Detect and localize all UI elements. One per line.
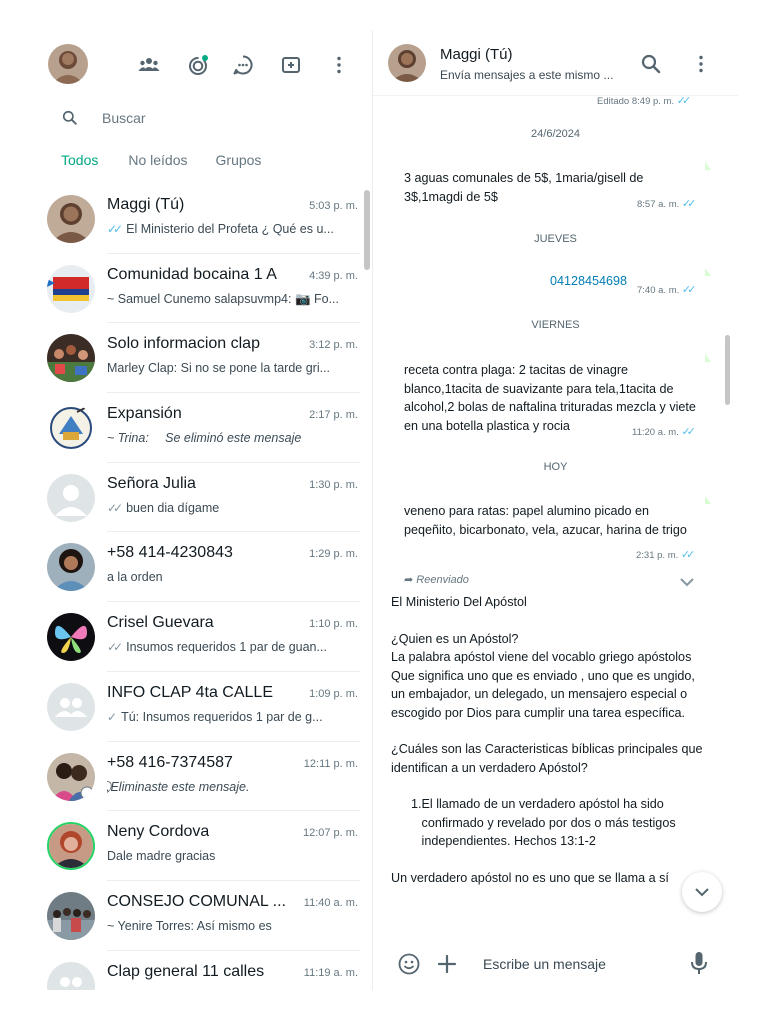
filter-groups[interactable]: Grupos (215, 152, 262, 168)
chat-name: Neny Cordova (107, 823, 210, 841)
forwarded-paragraph: La palabra apóstol viene del vocablo griego apóstolos Que significa uno que es enviado , uno que es ungido, un embajador, un delegado, un mensajero especial o escogido por Dios para cumplir una tarea específica. (391, 650, 695, 720)
chat-name: +58 416-7374587 (107, 753, 233, 771)
contact-name: Maggi (Tú) (440, 46, 513, 63)
emoji-icon[interactable] (397, 952, 421, 976)
message-text: receta contra plaga: 2 tacitas de vinagre blanco,1tacita de suavizante para tela,1tacita de alcohol,2 bolas de naftalina trituradas mezcla y viete en una botella plastica y rocia (404, 363, 696, 433)
chat-name: +58 414-4230843 (107, 544, 233, 562)
chat-preview: Marley Clap: Si no se pone la tarde gri... (107, 361, 331, 376)
chat-time: 3:12 p. m. (309, 339, 358, 352)
message-meta: 8:57 a. m. ✓✓ (637, 198, 693, 210)
chat-item-clap-general-11-calles[interactable] (30, 951, 372, 990)
contact-subtitle: Envía mensajes a este mismo ... (440, 68, 614, 82)
avatar (47, 753, 95, 801)
date-separator: JUEVES (534, 233, 577, 245)
chat-item-info-clap-4ta-calle[interactable] (30, 672, 372, 742)
chat-time: 1:10 p. m. (309, 618, 358, 631)
chat-preview: ⃠ Eliminaste este mensaje. (107, 779, 250, 794)
chat-preview: ~ Yenire Torres: Así mismo es (107, 918, 272, 933)
communities-icon[interactable] (136, 52, 162, 78)
chat-time: 4:39 p. m. (309, 269, 358, 282)
chat-list (30, 184, 372, 990)
attach-plus-icon[interactable] (435, 952, 459, 976)
date-separator: 24/6/2024 (531, 128, 580, 140)
avatar (47, 543, 95, 591)
forwarded-list-item: 1. El llamado de un verdadero apóstol ha sido confirmado y revelado por dos o más testigos independientes. Hechos 13:1-2 (411, 797, 676, 848)
chat-time: 1:30 p. m. (309, 478, 358, 491)
status-icon[interactable] (185, 52, 211, 78)
chat-time: 5:03 p. m. (309, 200, 358, 212)
chat-time: 1:29 p. m. (309, 548, 358, 561)
chat-preview: buen dia dígame (126, 500, 220, 515)
message-area[interactable] (373, 90, 738, 930)
chat-time: 2:17 p. m. (309, 409, 358, 422)
chat-preview: Tú: Insumos requeridos 1 par de g... (121, 709, 323, 724)
bubble-tail (705, 496, 711, 504)
phone-link[interactable]: 04128454698 (550, 274, 628, 288)
default-group-avatar-icon (47, 683, 95, 731)
avatar (47, 822, 95, 870)
message-meta: 11:20 a. m. ✓✓ (632, 426, 692, 438)
avatar (47, 404, 95, 452)
chat-name: Clap general 11 calles (107, 962, 265, 980)
chat-name: Maggi (Tú) (107, 196, 185, 213)
forwarded-paragraph: Un verdadero apóstol no es uno que se llama a sí (391, 870, 669, 885)
message-composer (373, 936, 738, 990)
date-separator: HOY (543, 461, 568, 473)
chat-item-58-414-4230843[interactable] (30, 532, 372, 602)
forwarded-question: ¿Quien es un Apóstol? (391, 631, 519, 646)
bubble-tail (705, 354, 711, 362)
message-text: 3 aguas comunales de 5$, 1maria/gisell de 3$,1magdi de 5$ (404, 171, 644, 204)
chat-preview: a la orden (107, 570, 163, 585)
forward-icon: ➦ (404, 574, 414, 586)
new-chat-icon[interactable] (278, 52, 304, 78)
bubble-tail (705, 268, 711, 276)
avatar (47, 265, 95, 313)
scroll-to-bottom-button[interactable] (682, 872, 722, 912)
search-bar (30, 102, 372, 134)
search-input[interactable] (102, 110, 322, 126)
date-separator: VIERNES (531, 319, 580, 331)
message-text: veneno para ratas: papel alumino picado en peqeñito, bicarbonato, vela, azucar, harina de trigo (404, 504, 687, 537)
chat-time: 12:07 p. m. (302, 827, 358, 840)
chat-preview: El Ministerio del Profeta ¿ Qué es u... (126, 222, 334, 236)
sent-check-icon: ✓ (107, 709, 118, 724)
forwarded-title: El Ministerio Del Apóstol (391, 595, 527, 609)
chat-time: 11:19 a. m. (303, 966, 358, 979)
message-input[interactable] (483, 950, 673, 978)
delivered-receipt-icon: ✓✓ (107, 640, 120, 655)
chat-list-panel (30, 30, 372, 990)
chat-preview: Dale madre gracias (107, 849, 216, 864)
chat-time: 11:40 a. m. (303, 896, 358, 909)
chat-item-comunidad-bocaina[interactable] (30, 254, 372, 324)
microphone-icon[interactable] (687, 950, 711, 976)
message-meta: Editado 8:49 p. m. ✓✓ (597, 95, 688, 107)
chat-name: Comunidad bocaina 1 A (107, 265, 277, 283)
chat-item-solo-informacion-clap[interactable] (30, 323, 372, 393)
chat-item-consejo-comunal[interactable] (30, 881, 372, 951)
chevron-down-icon[interactable] (679, 575, 695, 589)
chat-preview: ~ Trina: ⃠ Se eliminó este mensaje (107, 431, 302, 446)
delivered-receipt-icon: ✓✓ (107, 500, 120, 515)
chat-item-expansion[interactable] (30, 393, 372, 463)
search-icon[interactable] (639, 52, 663, 76)
forwarded-question: ¿Cuáles son las Caracteristicas bíblicas principales que identifican a un verdadero Apóstol? (391, 742, 703, 775)
avatar (47, 892, 95, 940)
chat-item-senora-julia[interactable] (30, 463, 372, 533)
default-group-avatar-icon (47, 962, 95, 990)
filter-all[interactable]: Todos (61, 152, 99, 168)
chat-preview: ~ Samuel Cunemo salapsuvmp4: 📷 Fo... (107, 291, 339, 306)
message-meta: 7:40 a. m. ✓✓ (637, 284, 693, 296)
sidebar-header (30, 30, 372, 100)
chat-name: Solo informacion clap (107, 335, 260, 353)
chat-time: 1:09 p. m. (309, 687, 358, 700)
message-scrollbar[interactable] (725, 335, 730, 405)
chat-name: CONSEJO COMUNAL ... (107, 892, 286, 910)
chat-preview: Insumos requeridos 1 par de guan... (126, 640, 327, 655)
my-profile-avatar[interactable] (48, 44, 88, 84)
conversation-header[interactable] (373, 30, 738, 96)
default-avatar-icon (47, 474, 95, 522)
chat-name: INFO CLAP 4ta CALLE (107, 683, 273, 701)
chat-item-crisel-guevara[interactable] (30, 602, 372, 672)
avatar (47, 613, 95, 661)
avatar (47, 334, 95, 382)
message-meta: 2:31 p. m. ✓✓ (636, 549, 692, 561)
chat-list-scrollbar[interactable] (364, 190, 370, 270)
chevron-down-icon (694, 886, 710, 898)
chat-name: Señora Julia (107, 474, 196, 492)
avatar (47, 195, 95, 243)
forwarded-message (391, 593, 711, 887)
channels-icon[interactable] (230, 52, 256, 78)
bubble-tail (705, 162, 711, 170)
chat-name: Expansión (107, 405, 182, 423)
chat-item-neny-cordova[interactable] (30, 811, 372, 881)
chat-name: Crisel Guevara (107, 614, 214, 632)
menu-icon[interactable] (689, 52, 713, 76)
chat-time: 12:11 p. m. (303, 757, 358, 770)
chat-item-maggi[interactable] (30, 184, 372, 254)
read-receipt-icon: ✓✓ (107, 222, 120, 236)
search-icon[interactable] (60, 108, 80, 128)
contact-avatar[interactable] (388, 44, 426, 82)
filter-unread[interactable]: No leídos (128, 152, 188, 168)
chat-item-58-416-7374587[interactable] (30, 742, 372, 812)
forwarded-label: ➦ Reenviado (404, 574, 469, 586)
chat-filters (30, 148, 372, 172)
menu-icon[interactable] (326, 52, 352, 78)
conversation-panel (373, 30, 738, 990)
